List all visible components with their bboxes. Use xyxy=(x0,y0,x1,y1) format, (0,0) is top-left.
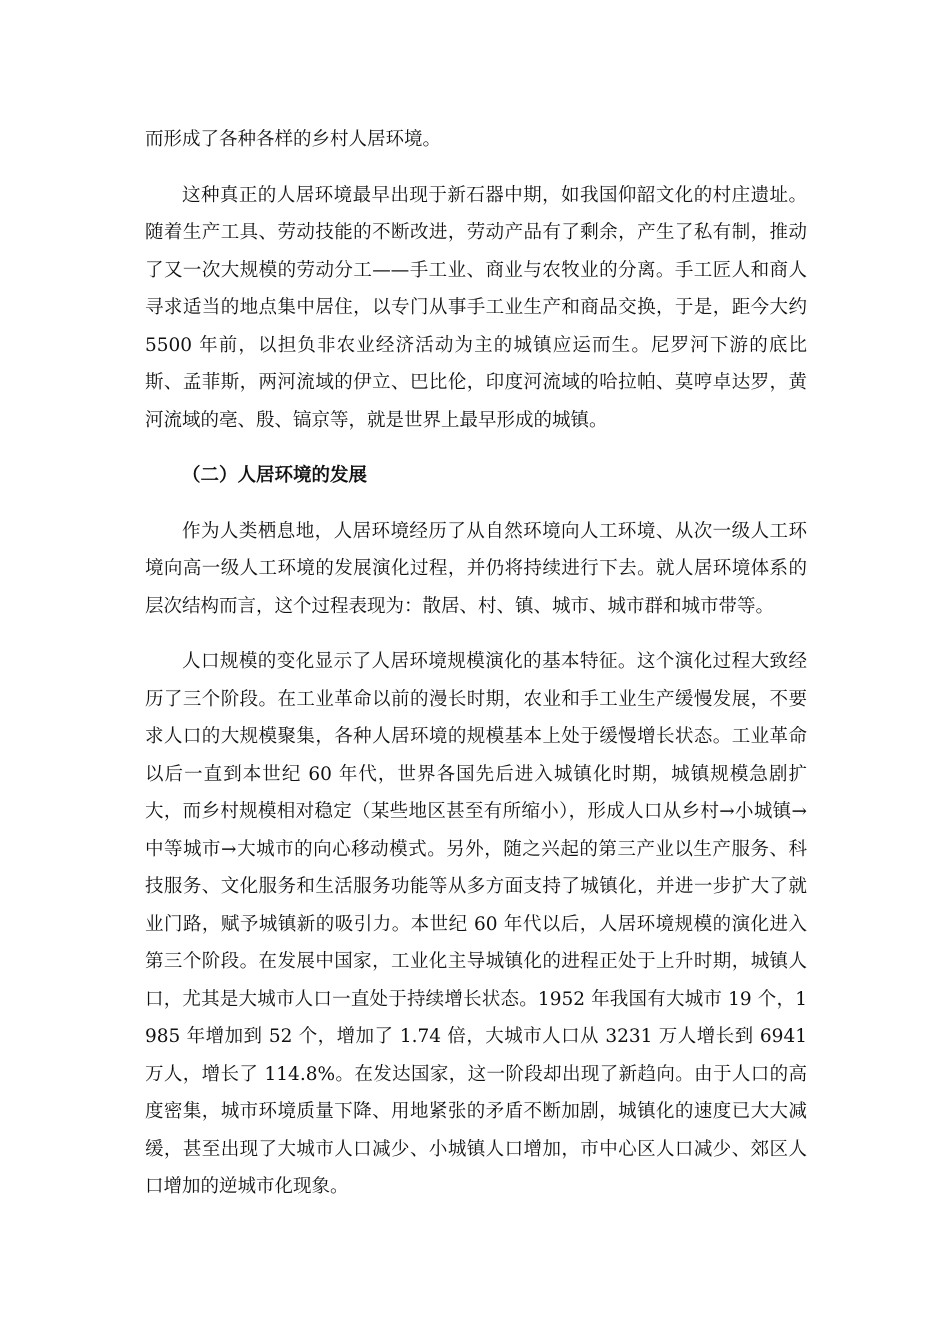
paragraph-origin-of-towns: 这种真正的人居环境最早出现于新石器中期，如我国仰韶文化的村庄遗址。随着生产工具、劳动技能的不断改进，劳动产品有了剩余，产生了私有制，推动了又一次大规模的劳动分工——手工业、商业与农牧业的分离。手工匠人和商人寻求适当的地点集中居住，以专门从事手工业生产和商品交换，于是，距今大约 5500 年前，以担负非农业经济活动为主的城镇应运而生。尼罗河下游的底比斯、孟菲斯，两河流域的伊立、巴比伦，印度河流域的哈拉帕、莫哼卓达罗，黄河流域的亳、殷、镐京等，就是世界上最早形成的城镇。 xyxy=(145,184,807,431)
section-heading: （二）人居环境的发展 xyxy=(182,465,368,486)
paragraph-development-process: 作为人类栖息地，人居环境经历了从自然环境向人工环境、从次一级人工环境向高一级人工环境的发展演化过程，并仍将持续进行下去。就人居环境体系的层次结构而言，这个过程表现为：散居、村、镇、城市、城市群和城市带等。 xyxy=(145,520,807,617)
paragraph-population-scale: 人口规模的变化显示了人居环境规模演化的基本特征。这个演化过程大致经历了三个阶段。在工业革命以前的漫长时期，农业和手工业生产缓慢发展，不要求人口的大规模聚集，各种人居环境的规模基本上处于缓慢增长状态。工业革命以后一直到本世纪 60 年代，世界各国先后进入城镇化时期，城镇规模急剧扩大，而乡村规模相对稳定（某些地区甚至有所缩小），形成人口从乡村→小城镇→中等城市→大城市的向心移动模式。另外，随之兴起的第三产业以生产服务、科技服务、文化服务和生活服务功能等从多方面支持了城镇化，并进一步扩大了就业门路，赋予城镇新的吸引力。本世纪 60 年代以后，人居环境规模的演化进入第三个阶段。在发展中国家，工业化主导城镇化的进程正处于上升时期，城镇人口，尤其是大城市人口一直处于持续增长状态。1952 年我国有大城市 19 个，1985 年增加到 52 个，增加了 1.74 倍，大城市人口从 3231 万人增长到 6941 万人，增长了 114.8%。在发达国家，这一阶段却出现了新趋向。由于人口的高度密集，城市环境质量下降、用地紧张的矛盾不断加剧，城镇化的速度已大大减缓，甚至出现了大城市人口减少、小城镇人口增加，市中心区人口减少、郊区人口增加的逆城市化现象。 xyxy=(145,651,807,1197)
paragraph-continuation: 而形成了各种各样的乡村人居环境。 xyxy=(145,129,442,150)
document-body xyxy=(145,121,807,1206)
